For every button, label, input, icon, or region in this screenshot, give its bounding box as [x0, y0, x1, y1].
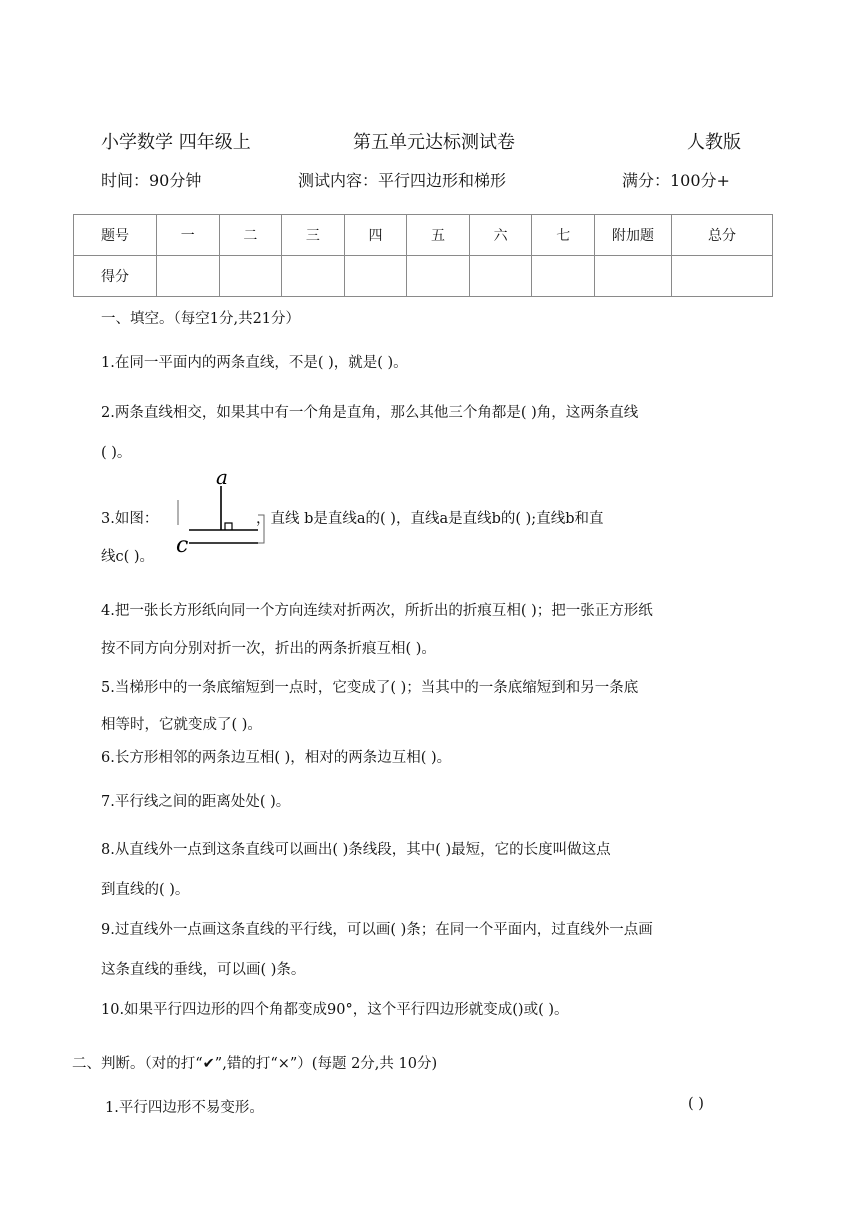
question-1: 1.在同一平面内的两条直线，不是( )，就是( )。 — [101, 355, 408, 371]
score-table-header-row — [74, 215, 773, 256]
header-title: 第五单元达标测试卷 — [353, 132, 515, 153]
section1-heading: 一、填空。（每空1分,共21分） — [101, 311, 301, 327]
score-input-cell[interactable] — [282, 256, 345, 297]
score-input-cell[interactable] — [157, 256, 220, 297]
score-table-cell: 六 — [469, 215, 532, 256]
score-table-score-row — [74, 256, 773, 297]
score-input-cell[interactable] — [344, 256, 407, 297]
header-full-score: 满分：100分+ — [622, 171, 730, 190]
score-input-cell[interactable] — [672, 256, 773, 297]
header-time: 时间：90分钟 — [101, 171, 202, 190]
score-table-cell: 得分 — [74, 256, 157, 297]
question-7: 7.平行线之间的距离处处( )。 — [101, 794, 291, 810]
question-8-line2: 到直线的( )。 — [101, 882, 190, 898]
score-table-cell: 四 — [344, 215, 407, 256]
label-c: c — [176, 533, 189, 558]
score-input-cell[interactable] — [407, 256, 470, 297]
right-angle-mark — [225, 523, 232, 530]
section2-heading: 二、判断。（对的打“✔”,错的打“×”）(每题 2分,共 10分) — [72, 1056, 438, 1072]
label-a: a — [216, 465, 228, 489]
header-edition: 人教版 — [687, 132, 741, 153]
question-9-line1: 9.过直线外一点画这条直线的平行线，可以画( )条；在同一个平面内，过直线外一点画 — [101, 922, 653, 938]
score-table-cell: 总分 — [672, 215, 773, 256]
question-2-line1: 2.两条直线相交，如果其中有一个角是直角，那么其他三个角都是( )角，这两条直线 — [101, 405, 639, 421]
score-input-cell[interactable] — [532, 256, 595, 297]
score-table-cell: 五 — [407, 215, 470, 256]
score-input-cell[interactable] — [219, 256, 282, 297]
score-table-cell: 附加题 — [595, 215, 672, 256]
judgement-1: 1.平行四边形不易变形。 — [105, 1100, 264, 1116]
question-3-line2: 线c( )。 — [101, 549, 155, 565]
question-4-line1: 4.把一张长方形纸向同一个方向连续对折两次，所折出的折痕互相( )；把一张正方形纸 — [101, 603, 653, 619]
question-5-line2: 相等时，它就变成了( )。 — [101, 717, 262, 733]
question-6: 6.长方形相邻的两条边互相( )，相对的两条边互相( )。 — [101, 750, 452, 766]
perpendicular-lines-figure — [170, 465, 270, 560]
header-subject: 小学数学 四年级上 — [101, 132, 251, 153]
judgement-1-answer-paren[interactable]: ( ) — [688, 1096, 704, 1112]
score-table-cell: 二 — [219, 215, 282, 256]
question-8-line1: 8.从直线外一点到这条直线可以画出( )条线段，其中( )最短，它的长度叫做这点 — [101, 842, 611, 858]
score-table-cell: 一 — [157, 215, 220, 256]
score-input-cell[interactable] — [469, 256, 532, 297]
question-5-line1: 5.当梯形中的一条底缩短到一点时，它变成了( )；当其中的一条底缩短到和另一条底 — [101, 680, 639, 696]
question-10: 10.如果平行四边形的四个角都变成90°，这个平行四边形就变成()或( )。 — [101, 1002, 569, 1018]
question-2-line2: ( )。 — [101, 445, 132, 461]
question-3-prefix: 3.如图： — [101, 511, 159, 527]
score-table-cell: 七 — [532, 215, 595, 256]
score-input-cell[interactable] — [595, 256, 672, 297]
score-table — [73, 214, 773, 297]
question-9-line2: 这条直线的垂线，可以画( )条。 — [101, 962, 306, 978]
question-3-text: ，直线 b是直线a的( )，直线a是直线b的( );直线b和直 — [256, 511, 604, 527]
header-content: 测试内容：平行四边形和梯形 — [298, 171, 507, 190]
question-4-line2: 按不同方向分别对折一次，折出的两条折痕互相( )。 — [101, 641, 436, 657]
score-table-cell: 三 — [282, 215, 345, 256]
score-table-cell: 题号 — [74, 215, 157, 256]
